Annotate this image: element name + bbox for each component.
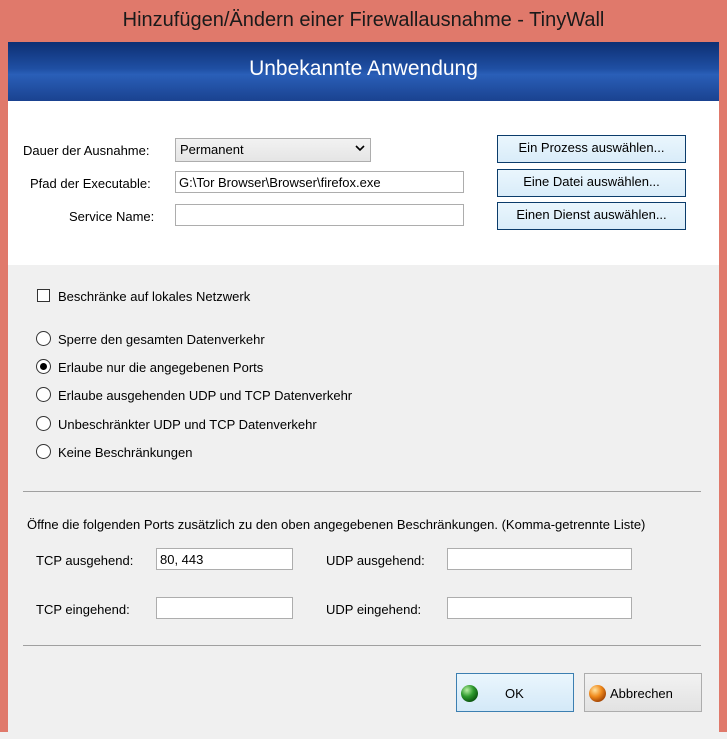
desktop-strip [0, 732, 727, 739]
select-file-label: Eine Datei auswählen... [523, 174, 660, 189]
dialog-client [8, 42, 719, 732]
radio-allow-outgoing-label[interactable]: Erlaube ausgehenden UDP und TCP Datenverkehr [58, 388, 353, 403]
path-field[interactable] [176, 172, 463, 192]
udp-out-label: UDP ausgehend: [326, 553, 425, 568]
radio-unrestricted[interactable] [36, 416, 51, 431]
title-bar[interactable] [0, 0, 727, 42]
duration-value: Permanent [180, 142, 244, 157]
radio-block-all-label[interactable]: Sperre den gesamten Datenverkehr [58, 332, 265, 347]
radio-no-restrictions-label[interactable]: Keine Beschränkungen [58, 445, 193, 460]
cancel-icon [588, 684, 607, 703]
radio-allow-ports[interactable] [36, 359, 51, 374]
select-file-button[interactable] [497, 169, 686, 197]
duration-label: Dauer der Ausnahme: [23, 143, 150, 158]
ok-label: OK [505, 686, 524, 701]
udp-in-field[interactable] [448, 598, 631, 618]
udp-out-input[interactable] [447, 548, 632, 570]
radio-block-all[interactable] [36, 331, 51, 346]
ok-icon [460, 684, 479, 703]
header-banner [8, 42, 719, 101]
cancel-label: Abbrechen [610, 686, 673, 701]
options-section [8, 265, 719, 732]
tcp-out-label: TCP ausgehend: [36, 553, 134, 568]
duration-select[interactable] [175, 138, 371, 162]
udp-in-label: UDP eingehend: [326, 602, 422, 617]
radio-no-restrictions[interactable] [36, 444, 51, 459]
tcp-out-field[interactable] [157, 549, 292, 569]
service-label: Service Name: [69, 209, 155, 224]
application-section [8, 101, 719, 265]
service-input[interactable] [175, 204, 464, 226]
cancel-button[interactable] [584, 673, 702, 712]
divider-bottom [23, 645, 701, 646]
restrict-local-label[interactable]: Beschränke auf lokales Netzwerk [58, 289, 251, 304]
chevron-down-icon [354, 142, 366, 154]
select-service-label: Einen Dienst auswählen... [516, 207, 667, 222]
tcp-in-input[interactable] [156, 597, 293, 619]
select-process-label: Ein Prozess auswählen... [518, 140, 665, 155]
tcp-out-input[interactable] [156, 548, 293, 570]
udp-out-field[interactable] [448, 549, 631, 569]
tcp-in-field[interactable] [157, 598, 292, 618]
window-title: Hinzufügen/Ändern einer Firewallausnahme - TinyWall [122, 9, 605, 31]
tcp-in-label: TCP eingehend: [36, 602, 130, 617]
divider-top [23, 491, 701, 492]
path-input[interactable] [175, 171, 464, 193]
banner-title: Unbekannte Anwendung [249, 57, 478, 80]
udp-in-input[interactable] [447, 597, 632, 619]
radio-unrestricted-label[interactable]: Unbeschränkter UDP und TCP Datenverkehr [58, 417, 317, 432]
ports-description: Öffne die folgenden Ports zusätzlich zu den oben angegebenen Beschränkungen. (Komma-getrennte Liste) [27, 517, 646, 532]
service-field[interactable] [176, 205, 463, 225]
select-service-button[interactable] [497, 202, 686, 230]
ok-button[interactable] [456, 673, 574, 712]
restrict-local-checkbox[interactable] [37, 289, 50, 302]
radio-allow-outgoing[interactable] [36, 387, 51, 402]
radio-allow-ports-label[interactable]: Erlaube nur die angegebenen Ports [58, 360, 264, 375]
path-label: Pfad der Executable: [30, 176, 151, 191]
select-process-button[interactable] [497, 135, 686, 163]
